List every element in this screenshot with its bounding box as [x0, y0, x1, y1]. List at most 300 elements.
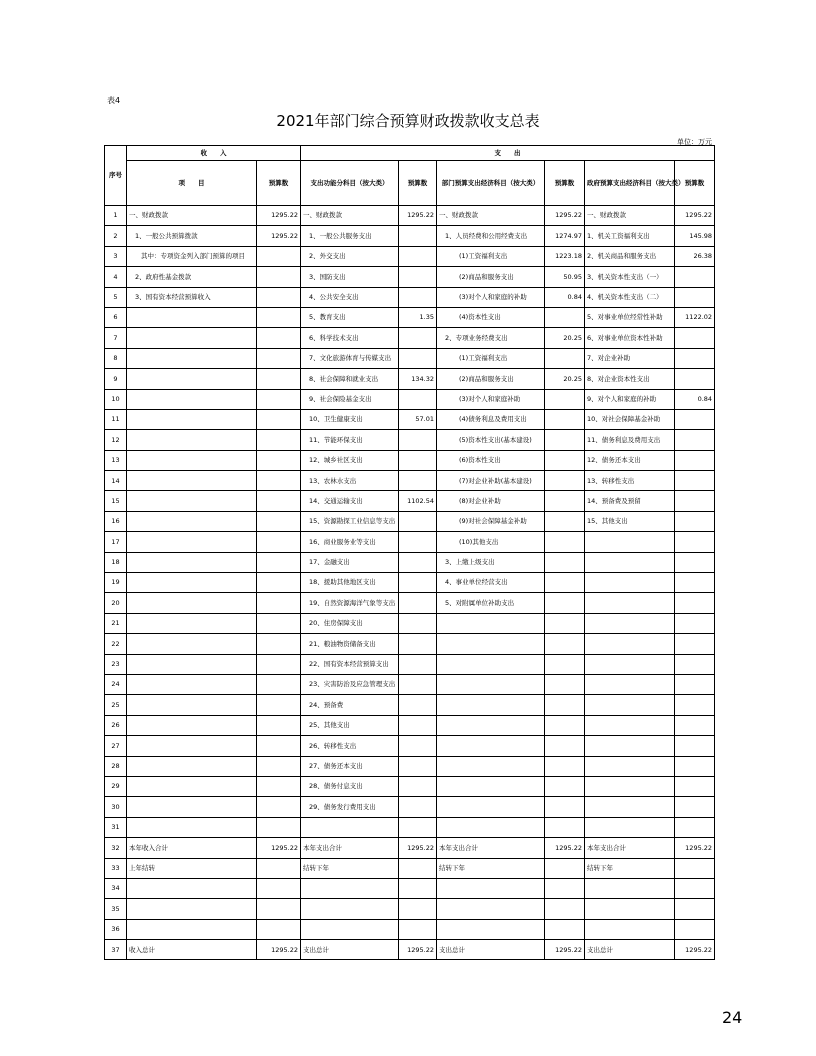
- function-item: [301, 919, 399, 939]
- dept-amount: 1295.22: [545, 206, 585, 226]
- gov-economic-item: [585, 593, 675, 613]
- income-amount: 1295.22: [257, 940, 301, 960]
- income-amount: [257, 858, 301, 878]
- gov-amount: [675, 776, 715, 796]
- function-amount: [399, 613, 437, 633]
- income-item: 本年收入合计: [127, 838, 257, 858]
- function-item: 18、援助其他地区支出: [301, 573, 399, 593]
- income-amount: 1295.22: [257, 838, 301, 858]
- income-item: [127, 552, 257, 572]
- dept-amount: [545, 817, 585, 837]
- income-item: [127, 450, 257, 470]
- gov-amount: 1295.22: [675, 838, 715, 858]
- dept-amount: [545, 532, 585, 552]
- header-gov-amount: 预算数: [675, 161, 715, 206]
- gov-economic-item: 1、机关工资福利支出: [585, 226, 675, 246]
- income-item: [127, 328, 257, 348]
- function-amount: [399, 593, 437, 613]
- gov-economic-item: 3、机关资本性支出（一）: [585, 267, 675, 287]
- income-item: [127, 389, 257, 409]
- gov-economic-item: 14、预备费及预留: [585, 491, 675, 511]
- row-index: 7: [105, 328, 127, 348]
- function-item: 12、城乡社区支出: [301, 450, 399, 470]
- dept-economic-item: [437, 736, 545, 756]
- row-index: 6: [105, 307, 127, 327]
- table-row: [105, 573, 715, 593]
- income-item: 2、政府性基金拨款: [127, 267, 257, 287]
- function-item: 19、自然资源海洋气象等支出: [301, 593, 399, 613]
- income-amount: [257, 695, 301, 715]
- income-item: [127, 878, 257, 898]
- header-gov-economic-category: 政府预算支出经济科目（按大类）: [585, 161, 675, 206]
- row-index: 23: [105, 654, 127, 674]
- dept-economic-item: (8)对企业补助: [437, 491, 545, 511]
- function-amount: [399, 715, 437, 735]
- income-amount: [257, 899, 301, 919]
- dept-amount: [545, 858, 585, 878]
- table-label: 表4: [107, 96, 121, 105]
- income-amount: [257, 654, 301, 674]
- function-item: 22、国有资本经营预算支出: [301, 654, 399, 674]
- function-amount: [399, 471, 437, 491]
- row-index: 25: [105, 695, 127, 715]
- dept-amount: [545, 552, 585, 572]
- gov-economic-item: [585, 634, 675, 654]
- income-amount: [257, 328, 301, 348]
- income-amount: [257, 552, 301, 572]
- function-item: 29、债务发行费用支出: [301, 797, 399, 817]
- dept-amount: [545, 613, 585, 633]
- table-row: [105, 389, 715, 409]
- function-item: 21、粮油物资储备支出: [301, 634, 399, 654]
- dept-economic-item: [437, 654, 545, 674]
- income-item: 上年结转: [127, 858, 257, 878]
- gov-economic-item: 13、转移性支出: [585, 471, 675, 491]
- income-amount: [257, 287, 301, 307]
- function-amount: [399, 573, 437, 593]
- income-item: [127, 430, 257, 450]
- income-item: [127, 674, 257, 694]
- gov-economic-item: 本年支出合计: [585, 838, 675, 858]
- gov-economic-item: [585, 695, 675, 715]
- function-amount: [399, 511, 437, 531]
- income-amount: [257, 511, 301, 531]
- gov-amount: [675, 674, 715, 694]
- dept-amount: [545, 899, 585, 919]
- income-item: [127, 797, 257, 817]
- income-item: [127, 736, 257, 756]
- function-amount: 57.01: [399, 409, 437, 429]
- page-title: 2021年部门综合预算财政拨款收支总表: [276, 112, 540, 130]
- gov-amount: [675, 756, 715, 776]
- dept-amount: [545, 776, 585, 796]
- income-amount: [257, 471, 301, 491]
- income-item: [127, 369, 257, 389]
- dept-amount: [545, 409, 585, 429]
- dept-amount: [545, 348, 585, 368]
- header-dept-amount: 预算数: [545, 161, 585, 206]
- header-expense-group: 支 出: [301, 146, 715, 161]
- gov-economic-item: [585, 552, 675, 572]
- table-row: [105, 756, 715, 776]
- function-amount: [399, 674, 437, 694]
- row-index: 27: [105, 736, 127, 756]
- function-amount: [399, 267, 437, 287]
- dept-amount: [545, 593, 585, 613]
- income-item: [127, 715, 257, 735]
- dept-economic-item: 一、财政拨款: [437, 206, 545, 226]
- row-index: 28: [105, 756, 127, 776]
- dept-economic-item: (4)资本性支出: [437, 307, 545, 327]
- function-item: 1、一般公共服务支出: [301, 226, 399, 246]
- table-row: [105, 695, 715, 715]
- gov-economic-item: [585, 899, 675, 919]
- table-row: [105, 552, 715, 572]
- dept-economic-item: (10)其他支出: [437, 532, 545, 552]
- function-amount: [399, 328, 437, 348]
- gov-economic-item: [585, 715, 675, 735]
- table-row: [105, 899, 715, 919]
- row-index: 26: [105, 715, 127, 735]
- function-item: 8、社会保障和就业支出: [301, 369, 399, 389]
- function-item: 14、交通运输支出: [301, 491, 399, 511]
- function-item: 6、科学技术支出: [301, 328, 399, 348]
- row-index: 3: [105, 246, 127, 266]
- function-item: 10、卫生健康支出: [301, 409, 399, 429]
- income-item: [127, 654, 257, 674]
- function-amount: [399, 797, 437, 817]
- table-row: [105, 409, 715, 429]
- income-item: [127, 348, 257, 368]
- income-item: [127, 593, 257, 613]
- dept-amount: [545, 511, 585, 531]
- income-item: 其中：专项资金列入部门预算的项目: [127, 246, 257, 266]
- dept-amount: [545, 389, 585, 409]
- row-index: 24: [105, 674, 127, 694]
- gov-amount: [675, 634, 715, 654]
- gov-amount: [675, 654, 715, 674]
- function-item: 13、农林水支出: [301, 471, 399, 491]
- function-amount: 1295.22: [399, 940, 437, 960]
- table-row: [105, 715, 715, 735]
- function-item: 28、债务付息支出: [301, 776, 399, 796]
- table-row: [105, 471, 715, 491]
- gov-economic-item: 4、机关资本性支出（二）: [585, 287, 675, 307]
- function-item: 16、商业服务业等支出: [301, 532, 399, 552]
- table-row: [105, 940, 715, 960]
- dept-amount: 1295.22: [545, 838, 585, 858]
- table-row: [105, 307, 715, 327]
- table-row: [105, 267, 715, 287]
- row-index: 32: [105, 838, 127, 858]
- income-amount: [257, 450, 301, 470]
- gov-amount: [675, 919, 715, 939]
- table-row: [105, 838, 715, 858]
- function-amount: [399, 736, 437, 756]
- dept-economic-item: [437, 878, 545, 898]
- function-item: 结转下年: [301, 858, 399, 878]
- dept-economic-item: 本年支出合计: [437, 838, 545, 858]
- gov-economic-item: [585, 654, 675, 674]
- dept-economic-item: 支出总计: [437, 940, 545, 960]
- income-amount: [257, 919, 301, 939]
- income-amount: [257, 715, 301, 735]
- dept-economic-item: [437, 899, 545, 919]
- gov-amount: [675, 409, 715, 429]
- function-item: [301, 817, 399, 837]
- income-amount: [257, 776, 301, 796]
- income-amount: [257, 307, 301, 327]
- gov-economic-item: [585, 756, 675, 776]
- dept-economic-item: [437, 817, 545, 837]
- dept-amount: [545, 491, 585, 511]
- row-index: 31: [105, 817, 127, 837]
- function-amount: 1295.22: [399, 206, 437, 226]
- gov-economic-item: 2、机关商品和服务支出: [585, 246, 675, 266]
- function-amount: [399, 287, 437, 307]
- function-amount: [399, 348, 437, 368]
- row-index: 30: [105, 797, 127, 817]
- row-index: 37: [105, 940, 127, 960]
- gov-amount: [675, 369, 715, 389]
- income-item: [127, 695, 257, 715]
- dept-economic-item: (5)资本性支出(基本建设): [437, 430, 545, 450]
- income-amount: [257, 430, 301, 450]
- function-amount: [399, 430, 437, 450]
- table-row: [105, 430, 715, 450]
- income-item: [127, 919, 257, 939]
- dept-amount: [545, 471, 585, 491]
- row-index: 18: [105, 552, 127, 572]
- row-index: 2: [105, 226, 127, 246]
- table-row: [105, 287, 715, 307]
- gov-amount: [675, 328, 715, 348]
- dept-amount: 20.25: [545, 369, 585, 389]
- income-amount: [257, 409, 301, 429]
- row-index: 15: [105, 491, 127, 511]
- row-index: 5: [105, 287, 127, 307]
- table-row: [105, 613, 715, 633]
- gov-economic-item: [585, 573, 675, 593]
- gov-amount: [675, 532, 715, 552]
- dept-economic-item: [437, 715, 545, 735]
- row-index: 12: [105, 430, 127, 450]
- income-item: 3、国有资本经营预算收入: [127, 287, 257, 307]
- dept-economic-item: 5、对附属单位补助支出: [437, 593, 545, 613]
- row-index: 20: [105, 593, 127, 613]
- dept-economic-item: (3)对个人和家庭补助: [437, 389, 545, 409]
- header-function-amount: 预算数: [399, 161, 437, 206]
- function-amount: 134.32: [399, 369, 437, 389]
- row-index: 14: [105, 471, 127, 491]
- dept-amount: [545, 756, 585, 776]
- dept-amount: [545, 695, 585, 715]
- table-row: [105, 736, 715, 756]
- gov-economic-item: [585, 797, 675, 817]
- dept-amount: [545, 307, 585, 327]
- gov-economic-item: 支出总计: [585, 940, 675, 960]
- row-index: 35: [105, 899, 127, 919]
- gov-economic-item: 12、债务还本支出: [585, 450, 675, 470]
- table-row: [105, 450, 715, 470]
- table-row: [105, 532, 715, 552]
- income-item: [127, 511, 257, 531]
- function-item: 25、其他支出: [301, 715, 399, 735]
- dept-amount: [545, 654, 585, 674]
- function-item: 20、住房保障支出: [301, 613, 399, 633]
- income-amount: [257, 369, 301, 389]
- income-item: [127, 756, 257, 776]
- dept-amount: [545, 715, 585, 735]
- gov-amount: [675, 552, 715, 572]
- function-item: 3、国防支出: [301, 267, 399, 287]
- income-item: [127, 817, 257, 837]
- function-amount: [399, 899, 437, 919]
- header-income-amount: 预算数: [257, 161, 301, 206]
- function-amount: [399, 695, 437, 715]
- dept-economic-item: 结转下年: [437, 858, 545, 878]
- function-amount: 1295.22: [399, 838, 437, 858]
- table-row: [105, 878, 715, 898]
- income-item: 1、一般公共预算拨款: [127, 226, 257, 246]
- table-row: [105, 776, 715, 796]
- row-index: 4: [105, 267, 127, 287]
- gov-amount: [675, 267, 715, 287]
- function-item: 15、资源勘探工业信息等支出: [301, 511, 399, 531]
- header-income-group: 收 入: [127, 146, 301, 161]
- gov-amount: [675, 715, 715, 735]
- row-index: 34: [105, 878, 127, 898]
- dept-amount: 1295.22: [545, 940, 585, 960]
- income-amount: 1295.22: [257, 206, 301, 226]
- gov-amount: [675, 797, 715, 817]
- income-amount: [257, 593, 301, 613]
- gov-amount: 145.98: [675, 226, 715, 246]
- row-index: 1: [105, 206, 127, 226]
- income-item: [127, 409, 257, 429]
- income-amount: [257, 756, 301, 776]
- row-index: 17: [105, 532, 127, 552]
- function-item: 5、教育支出: [301, 307, 399, 327]
- income-amount: 1295.22: [257, 226, 301, 246]
- dept-amount: 50.95: [545, 267, 585, 287]
- function-item: 9、社会保险基金支出: [301, 389, 399, 409]
- row-index: 19: [105, 573, 127, 593]
- income-item: [127, 532, 257, 552]
- function-item: 一、财政拨款: [301, 206, 399, 226]
- gov-amount: [675, 348, 715, 368]
- table-row: [105, 797, 715, 817]
- function-amount: [399, 552, 437, 572]
- gov-amount: [675, 613, 715, 633]
- table-row: [105, 206, 715, 226]
- function-amount: 1.35: [399, 307, 437, 327]
- dept-economic-item: [437, 674, 545, 694]
- income-amount: [257, 817, 301, 837]
- gov-economic-item: 6、对事业单位资本性补助: [585, 328, 675, 348]
- gov-amount: [675, 695, 715, 715]
- income-item: [127, 573, 257, 593]
- income-amount: [257, 878, 301, 898]
- income-item: [127, 634, 257, 654]
- income-amount: [257, 491, 301, 511]
- function-amount: [399, 450, 437, 470]
- dept-economic-item: 1、人员经费和公用经费支出: [437, 226, 545, 246]
- gov-economic-item: 11、债务利息及费用支出: [585, 430, 675, 450]
- gov-economic-item: [585, 736, 675, 756]
- dept-amount: [545, 634, 585, 654]
- function-amount: [399, 817, 437, 837]
- table-row: [105, 226, 715, 246]
- income-amount: [257, 267, 301, 287]
- function-amount: [399, 532, 437, 552]
- function-amount: [399, 756, 437, 776]
- dept-economic-item: (2)商品和服务支出: [437, 369, 545, 389]
- dept-economic-item: [437, 613, 545, 633]
- page-number: 24: [722, 1008, 743, 1027]
- income-amount: [257, 613, 301, 633]
- row-index: 36: [105, 919, 127, 939]
- row-index: 9: [105, 369, 127, 389]
- gov-economic-item: 9、对个人和家庭的补助: [585, 389, 675, 409]
- income-item: [127, 307, 257, 327]
- income-item: [127, 491, 257, 511]
- gov-economic-item: [585, 674, 675, 694]
- dept-economic-item: (1)工资福利支出: [437, 246, 545, 266]
- row-index: 11: [105, 409, 127, 429]
- gov-economic-item: 结转下年: [585, 858, 675, 878]
- income-amount: [257, 736, 301, 756]
- header-function-category: 支出功能分科目（按大类）: [301, 161, 399, 206]
- gov-amount: 0.84: [675, 389, 715, 409]
- table-row: [105, 674, 715, 694]
- dept-economic-item: (7)对企业补助(基本建设): [437, 471, 545, 491]
- row-index: 22: [105, 634, 127, 654]
- gov-amount: [675, 511, 715, 531]
- gov-amount: 1295.22: [675, 206, 715, 226]
- income-item: [127, 776, 257, 796]
- gov-economic-item: 10、对社会保障基金补助: [585, 409, 675, 429]
- row-index: 21: [105, 613, 127, 633]
- gov-economic-item: [585, 817, 675, 837]
- dept-economic-item: (9)对社会保障基金补助: [437, 511, 545, 531]
- dept-economic-item: [437, 634, 545, 654]
- row-index: 10: [105, 389, 127, 409]
- income-amount: [257, 389, 301, 409]
- dept-economic-item: (1)工资福利支出: [437, 348, 545, 368]
- dept-amount: [545, 797, 585, 817]
- function-amount: [399, 226, 437, 246]
- income-item: 收入总计: [127, 940, 257, 960]
- income-item: [127, 471, 257, 491]
- gov-economic-item: 15、其他支出: [585, 511, 675, 531]
- dept-economic-item: [437, 756, 545, 776]
- table-row: [105, 858, 715, 878]
- dept-amount: 0.84: [545, 287, 585, 307]
- table-row: [105, 817, 715, 837]
- dept-economic-item: 3、上缴上级支出: [437, 552, 545, 572]
- function-amount: [399, 246, 437, 266]
- dept-economic-item: 4、事业单位经营支出: [437, 573, 545, 593]
- function-amount: [399, 389, 437, 409]
- row-index: 8: [105, 348, 127, 368]
- function-amount: [399, 858, 437, 878]
- budget-table: [104, 145, 715, 960]
- function-amount: [399, 878, 437, 898]
- row-index: 16: [105, 511, 127, 531]
- dept-amount: [545, 736, 585, 756]
- gov-economic-item: [585, 776, 675, 796]
